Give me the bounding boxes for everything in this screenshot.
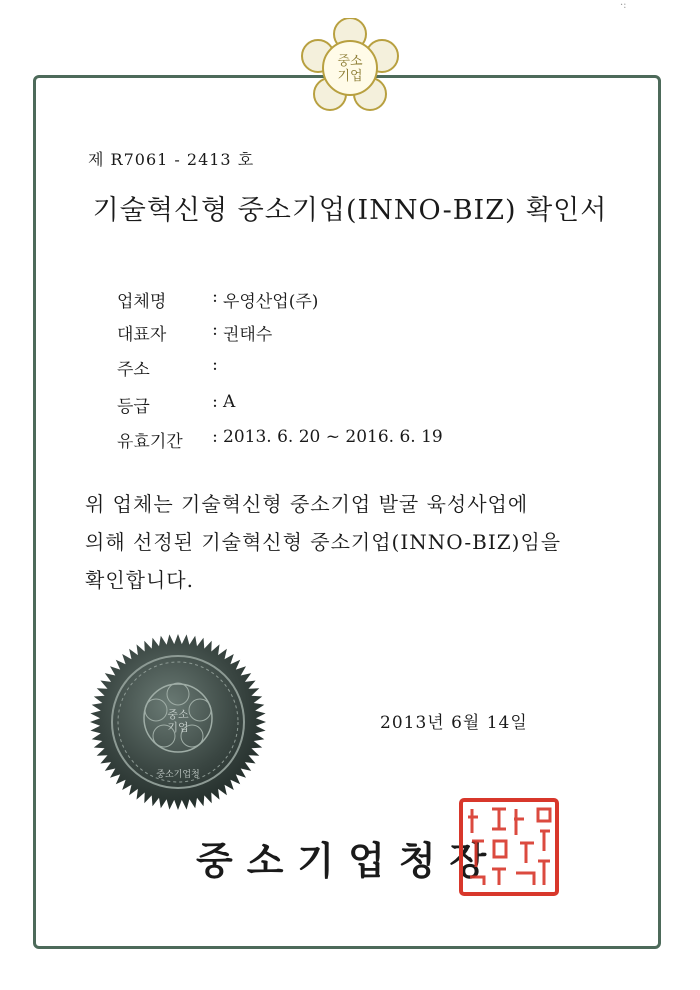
info-colon: :: [212, 427, 218, 447]
info-colon: :: [212, 392, 218, 412]
info-value: A: [223, 392, 236, 412]
issue-date: 2013년 6월 14일: [380, 713, 528, 733]
emblem-text-bottom: 기업: [337, 69, 363, 84]
info-colon: :: [212, 320, 218, 340]
foil-seal-icon: [88, 632, 268, 812]
info-value: 2013. 6. 20 ~ 2016. 6. 19: [223, 427, 443, 447]
info-value: 권태수: [223, 325, 273, 345]
corner-mark: ·:: [620, 0, 627, 11]
info-label: 등급: [117, 397, 150, 417]
official-red-seal-icon: [458, 797, 560, 897]
emblem-text-top: 중소: [337, 54, 363, 69]
certification-statement: [85, 485, 645, 599]
issuer-name: 중소기업청장: [196, 839, 501, 883]
info-label: 대표자: [117, 325, 167, 345]
info-colon: :: [212, 355, 218, 375]
info-label: 주소: [117, 360, 150, 380]
seal-center-text: 기업: [167, 721, 189, 734]
info-row-validity: [117, 427, 443, 452]
document-title: 기술혁신형 중소기업(INNO-BIZ) 확인서: [92, 195, 608, 226]
statement-line: 의해 선정된 기술혁신형 중소기업(INNO-BIZ)임을: [85, 530, 562, 554]
info-value: 우영산업(주): [223, 292, 319, 312]
document-number: 제 R7061 - 2413 호: [88, 150, 255, 169]
info-row-representative: [117, 320, 272, 345]
statement-line: 위 업체는 기술혁신형 중소기업 발굴 육성사업에: [85, 492, 529, 516]
info-row-address: [117, 355, 223, 380]
info-label: 유효기간: [117, 432, 183, 452]
seal-bottom-text: 중소기업청: [156, 770, 200, 780]
statement-line: 확인합니다.: [85, 568, 194, 592]
sme-emblem-icon: [300, 18, 400, 118]
info-label: 업체명: [117, 292, 167, 312]
info-row-company: [117, 287, 318, 312]
seal-center-text: 중소: [167, 708, 189, 721]
info-colon: :: [212, 287, 218, 307]
info-row-grade: [117, 392, 235, 417]
